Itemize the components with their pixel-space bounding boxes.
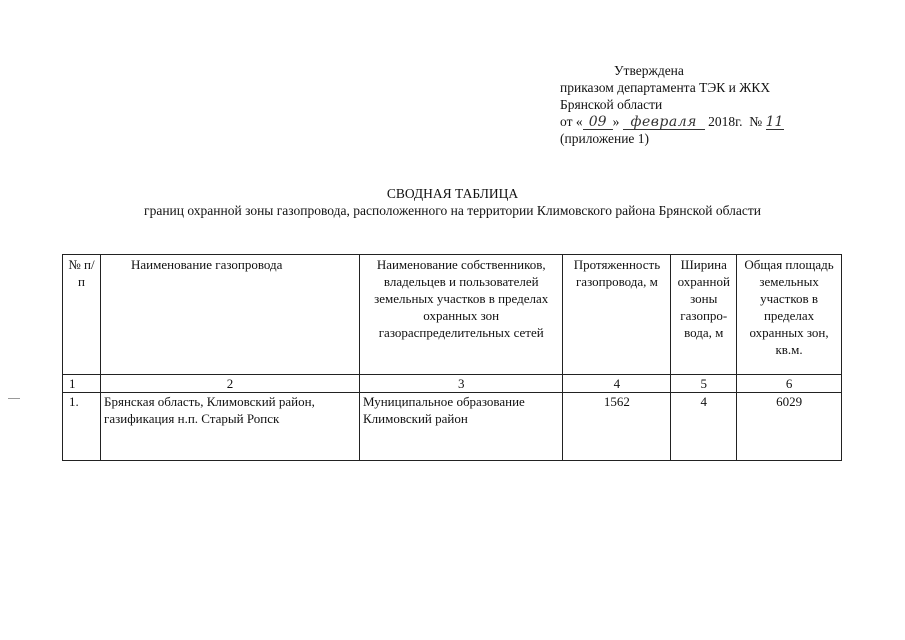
column-number: 1: [63, 375, 101, 393]
approval-region-line: Брянской области: [560, 97, 663, 112]
header-cell-area: Общая площадь земельных участков в пределах охранных зон, кв.м.: [737, 255, 842, 375]
document-heading: [0, 185, 905, 219]
row-length: 1562: [563, 393, 671, 461]
approval-block: [560, 62, 880, 147]
date-prefix: от «: [560, 114, 583, 129]
date-year: 2018г.: [708, 114, 743, 129]
approval-title: Утверждена: [614, 63, 684, 78]
column-number: 4: [563, 375, 671, 393]
column-number: 6: [737, 375, 842, 393]
date-mid: »: [612, 114, 620, 129]
header-cell-pipeline: Наименование газопровода: [101, 255, 360, 375]
header-cell-owners: Наименование собственников, владельцев и пользователей земельных участков в пределах охранных зон газораспределительных сетей: [359, 255, 562, 375]
row-area: 6029: [737, 393, 842, 461]
header-cell-number: № п/п: [63, 255, 101, 375]
header-cell-zone-width: Ширина охранной зоны газопро-вода, м: [671, 255, 737, 375]
column-number-row: [63, 375, 842, 393]
approval-appendix: (приложение 1): [560, 131, 650, 146]
column-number: 3: [359, 375, 562, 393]
table-header-row: [63, 255, 842, 375]
order-number-handwritten: 11: [765, 114, 784, 130]
summary-table: [62, 254, 842, 461]
date-month-handwritten: февраля: [623, 115, 705, 130]
heading-subtitle: границ охранной зоны газопровода, расположенного на территории Климовского района Брянской области: [144, 203, 761, 218]
margin-mark: [8, 398, 20, 399]
row-owners: Муниципальное образование Климовский район: [359, 393, 562, 461]
approval-order-line: приказом департамента ТЭК и ЖКХ: [560, 80, 771, 95]
column-number: 2: [101, 375, 360, 393]
row-zone-width: 4: [671, 393, 737, 461]
row-pipeline-name: Брянская область, Климовский район, газификация н.п. Старый Ропск: [101, 393, 360, 461]
date-day-handwritten: 09: [583, 115, 613, 130]
column-number: 5: [671, 375, 737, 393]
row-number: 1.: [63, 393, 101, 461]
table-row: [63, 393, 842, 461]
heading-title: СВОДНАЯ ТАБЛИЦА: [386, 186, 519, 201]
approval-date-line: [560, 113, 880, 130]
number-sign: №: [749, 114, 763, 129]
header-cell-length: Протяженность газопровода, м: [563, 255, 671, 375]
